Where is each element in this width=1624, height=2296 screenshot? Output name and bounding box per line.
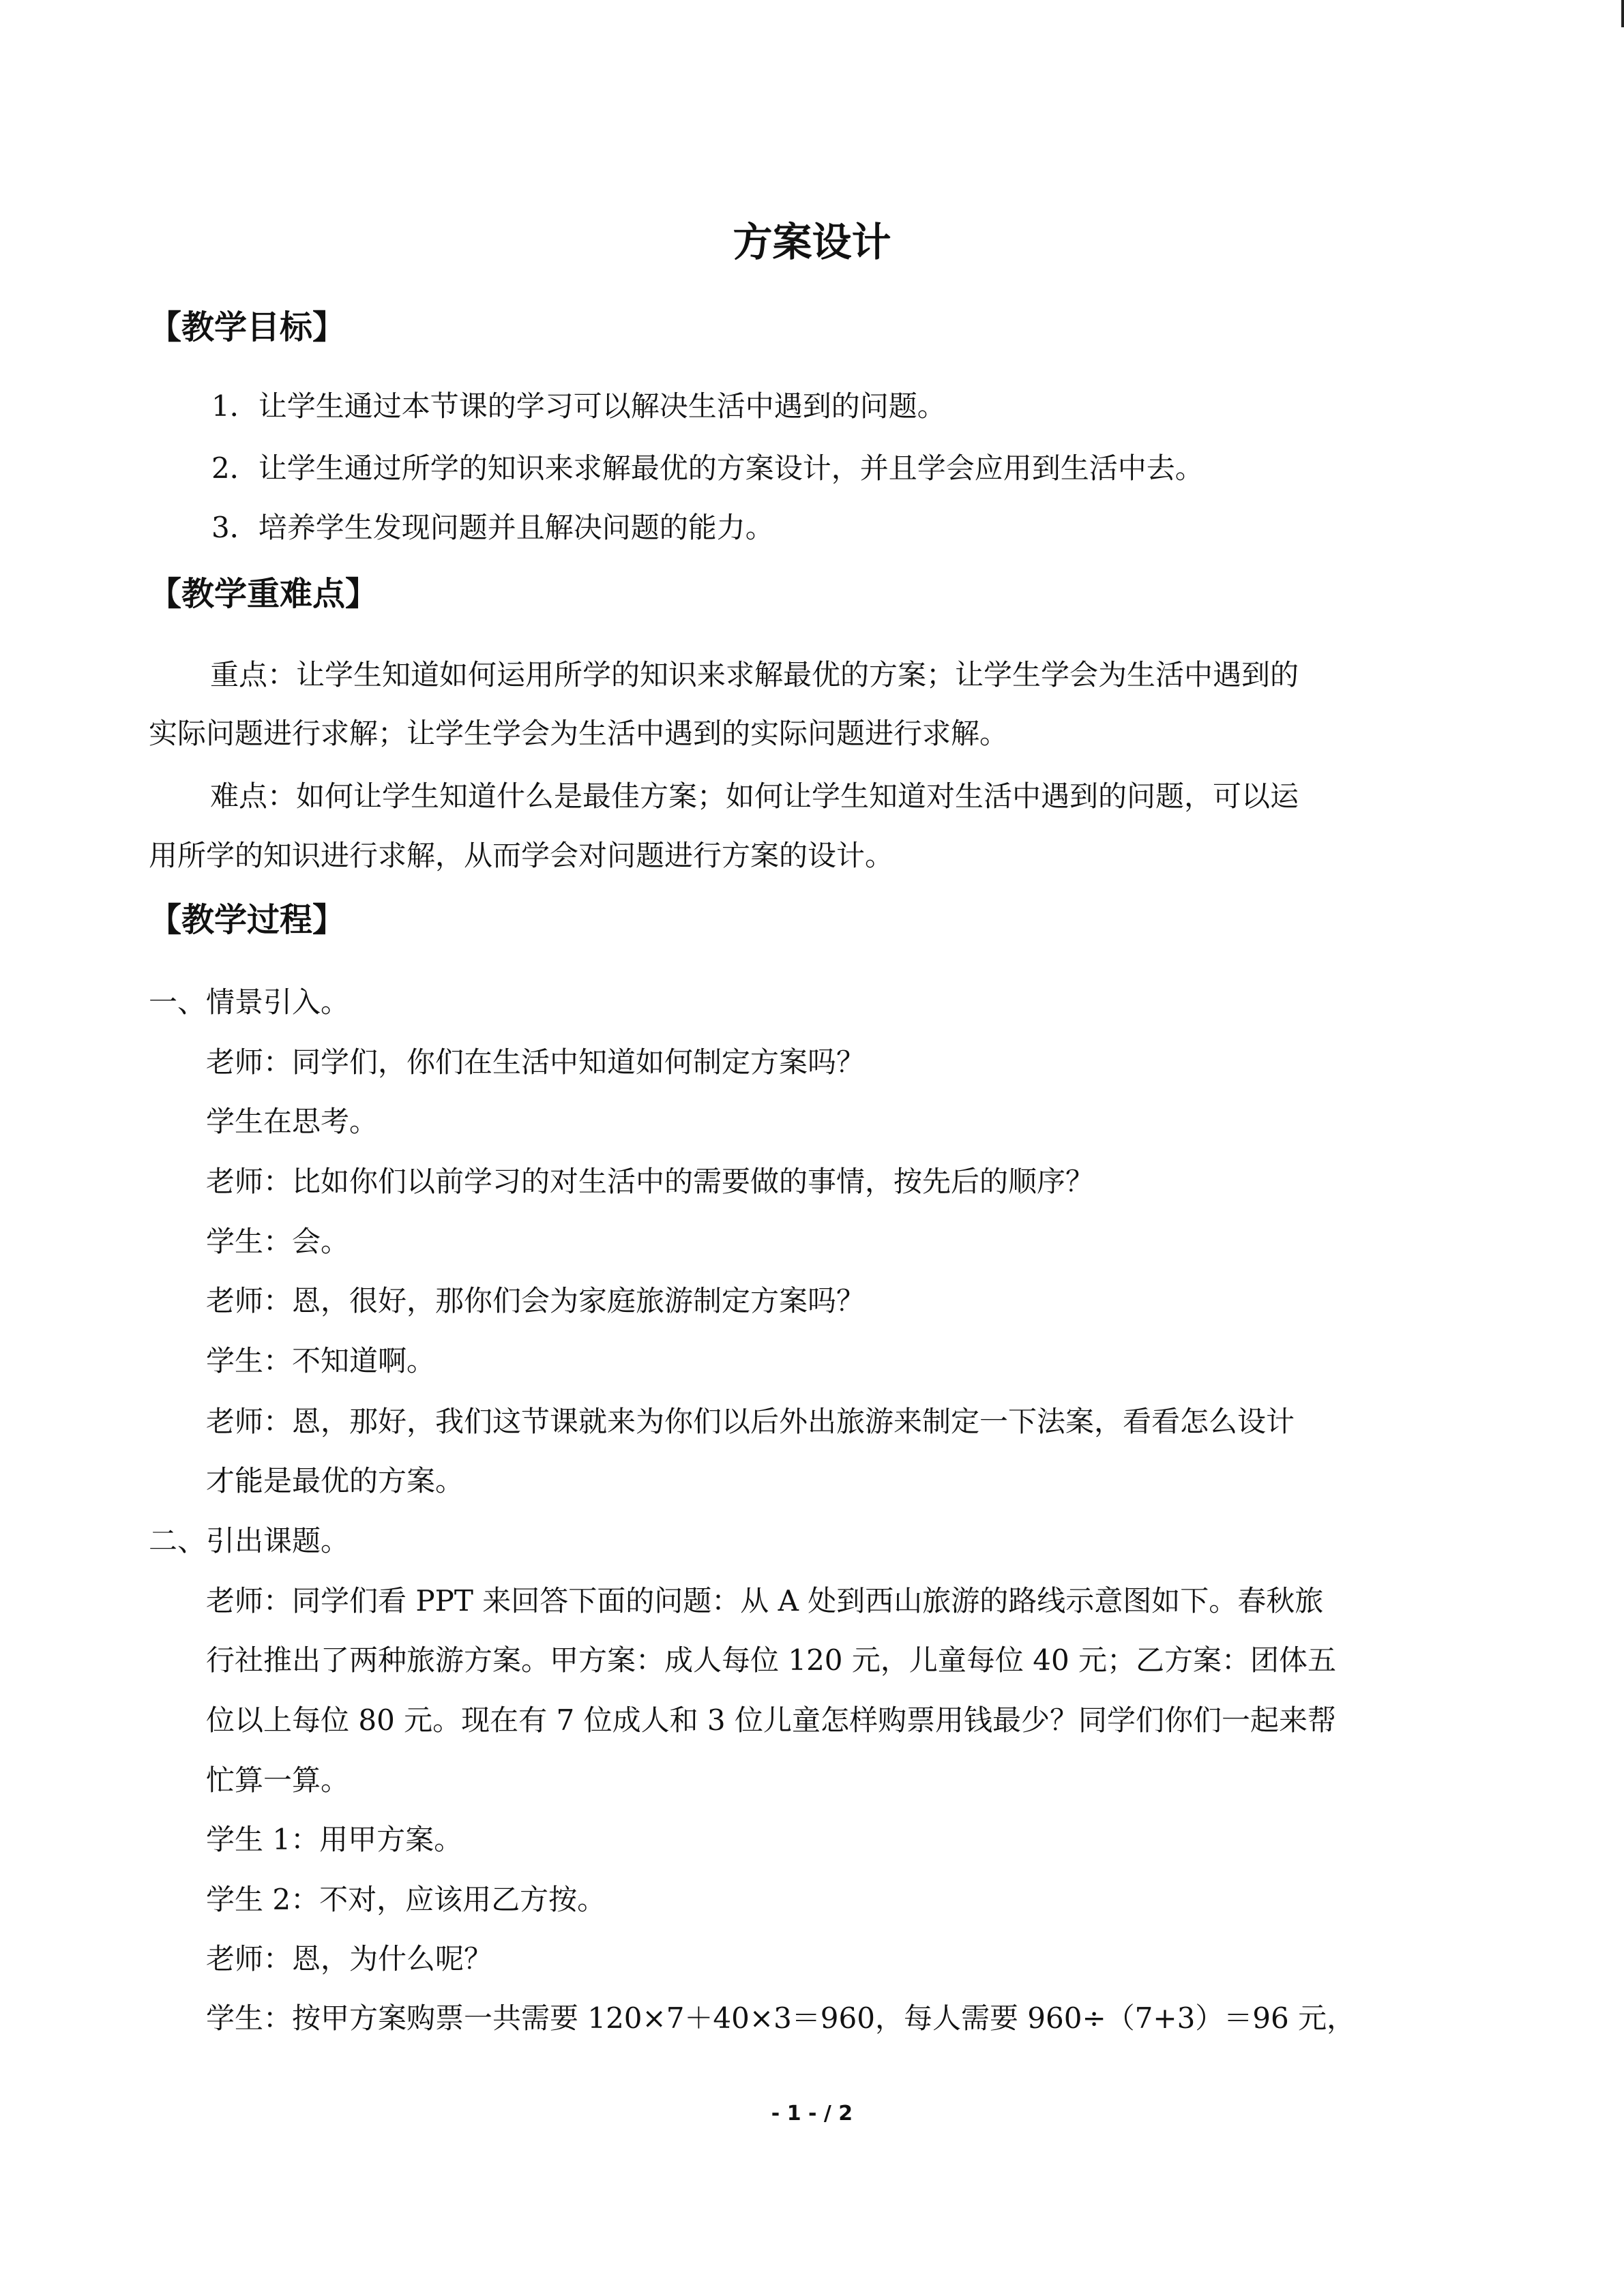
dialogue-line: 学生：按甲方案购票一共需要 120×7＋40×3＝960，每人需要 960÷（7+3）＝96 元， <box>206 2001 1356 2035</box>
dialogue-line: 位以上每位 80 元。现在有 7 位成人和 3 位儿童怎样购票用钱最少？同学们你们一起来帮 <box>206 1703 1336 1737</box>
part1-title: 一、情景引入。 <box>149 985 350 1019</box>
keypoints-heading: 【教学重难点】 <box>149 575 379 613</box>
page-number: - 1 - / 2 <box>771 2102 853 2126</box>
dialogue-line: 老师：恩，为什么呢？ <box>206 1942 493 1976</box>
dialogue-line: 学生 1：用甲方案。 <box>206 1823 463 1856</box>
dialogue-line: 学生：不知道啊。 <box>206 1344 436 1377</box>
dialogue-line: 老师：同学们，你们在生活中知道如何制定方案吗？ <box>206 1045 866 1079</box>
objective-item: 1．让学生通过本节课的学习可以解决生活中遇到的问题。 <box>211 389 946 423</box>
dialogue-line: 学生在思考。 <box>206 1105 379 1138</box>
keypoint-line: 难点：如何让学生知道什么是最佳方案；如何让学生知道对生活中遇到的问题，可以运 <box>210 779 1299 813</box>
dialogue-line: 老师：比如你们以前学习的对生活中的需要做的事情，按先后的顺序？ <box>206 1165 1095 1198</box>
objectives-heading: 【教学目标】 <box>149 308 346 346</box>
dialogue-line: 老师：恩，那好，我们这节课就来为你们以后外出旅游来制定一下法案，看看怎么设计 <box>206 1405 1295 1438</box>
dialogue-line: 行社推出了两种旅游方案。甲方案：成人每位 120 元，儿童每位 40 元；乙方案：团体五 <box>206 1643 1337 1677</box>
part2-title: 二、引出课题。 <box>149 1524 350 1557</box>
keypoint-line: 用所学的知识进行求解，从而学会对问题进行方案的设计。 <box>149 839 894 872</box>
dialogue-line: 学生 2：不对，应该用乙方按。 <box>206 1883 606 1916</box>
keypoint-line: 重点：让学生知道如何运用所学的知识来求解最优的方案；让学生学会为生活中遇到的 <box>210 658 1299 691</box>
dialogue-line: 老师：同学们看 PPT 来回答下面的问题：从 A 处到西山旅游的路线示意图如下。春秋旅 <box>206 1584 1324 1617</box>
dialogue-line: 忙算一算。 <box>206 1763 350 1797</box>
keypoint-line: 实际问题进行求解；让学生学会为生活中遇到的实际问题进行求解。 <box>149 717 1009 750</box>
objective-item: 3．培养学生发现问题并且解决问题的能力。 <box>211 511 774 544</box>
corner-mark <box>1621 0 1624 27</box>
dialogue-line: 老师：恩，很好，那你们会为家庭旅游制定方案吗？ <box>206 1284 866 1317</box>
dialogue-line: 学生：会。 <box>206 1225 350 1258</box>
page-title: 方案设计 <box>733 219 891 265</box>
dialogue-line: 才能是最优的方案。 <box>206 1464 464 1497</box>
objective-item: 2．让学生通过所学的知识来求解最优的方案设计，并且学会应用到生活中去。 <box>211 451 1204 485</box>
process-heading: 【教学过程】 <box>149 901 346 939</box>
